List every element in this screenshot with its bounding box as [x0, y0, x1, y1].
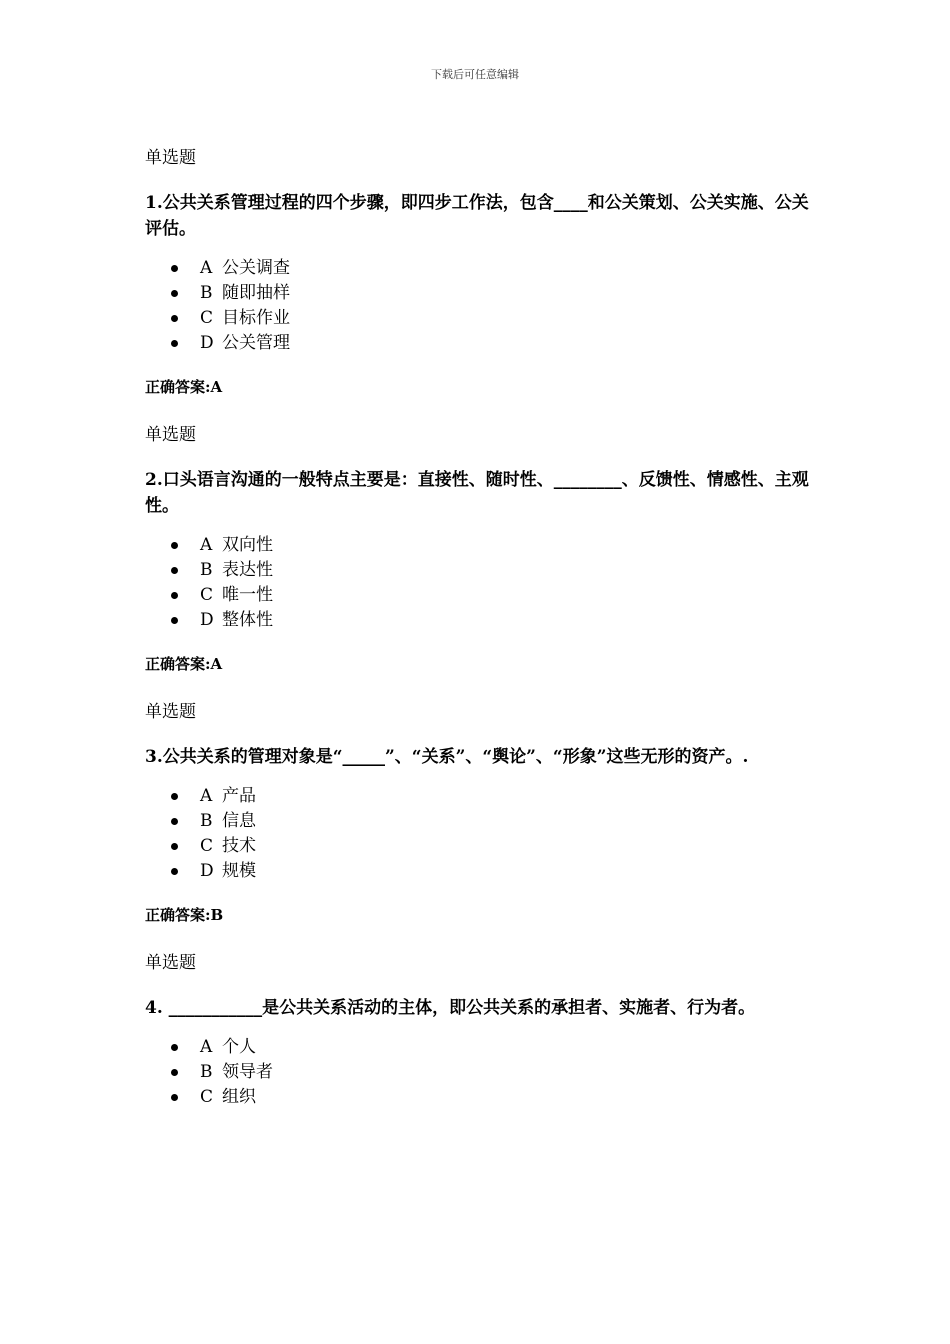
bullet-icon [171, 843, 178, 850]
question-text: 2.口头语言沟通的一般特点主要是：直接性、随时性、________、反馈性、情感性、主观性。 [145, 470, 809, 516]
option-c [145, 306, 810, 331]
option-text: 公关调查 [222, 258, 290, 278]
option-c [145, 834, 810, 859]
option-letter: A [200, 535, 213, 555]
option-letter: B [200, 1062, 213, 1082]
option-d [145, 331, 810, 356]
bullet-icon [171, 1044, 178, 1051]
option-d [145, 859, 810, 884]
option-letter: B [200, 811, 213, 831]
question-text: 4. ___________是公共关系活动的主体，即公共关系的承担者、实施者、行为者。 [145, 998, 756, 1018]
option-a [145, 256, 810, 281]
answer-value: A [210, 655, 223, 673]
option-letter: B [200, 560, 213, 580]
option-text: 个人 [222, 1037, 256, 1057]
option-text: 表达性 [222, 560, 273, 580]
bullet-icon [171, 265, 178, 272]
option-d [145, 608, 810, 633]
option-letter: A [200, 258, 213, 278]
option-list [145, 533, 810, 633]
bullet-icon [171, 793, 178, 800]
option-letter: A [200, 1037, 213, 1057]
option-c [145, 1085, 810, 1110]
option-text: 组织 [222, 1087, 256, 1107]
option-letter: B [200, 283, 213, 303]
answer-label: 正确答案: [145, 378, 211, 396]
option-text: 公关管理 [222, 333, 290, 353]
option-b [145, 558, 810, 583]
option-letter: C [200, 585, 214, 605]
bullet-icon [171, 868, 178, 875]
question-block-2 [145, 421, 810, 675]
bullet-icon [171, 315, 178, 322]
answer-label: 正确答案: [145, 655, 211, 673]
option-text: 规模 [222, 861, 256, 881]
option-list [145, 256, 810, 356]
option-b [145, 1060, 810, 1085]
answer-value: B [210, 906, 224, 924]
option-letter: C [200, 308, 214, 328]
question-block-1 [145, 144, 810, 398]
answer-label: 正确答案: [145, 906, 211, 924]
bullet-icon [171, 592, 178, 599]
option-letter: A [200, 786, 213, 806]
question-text: 1.公共关系管理过程的四个步骤，即四步工作法，包含____和公关策划、公关实施、公关评估。 [145, 193, 809, 239]
document-body [145, 144, 810, 1133]
option-letter: D [200, 333, 214, 353]
option-text: 双向性 [222, 535, 273, 555]
option-list [145, 1035, 810, 1110]
option-text: 领导者 [222, 1062, 273, 1082]
option-c [145, 583, 810, 608]
option-letter: C [200, 836, 214, 856]
option-a [145, 1035, 810, 1060]
bullet-icon [171, 340, 178, 347]
correct-answer [145, 904, 810, 926]
option-text: 唯一性 [222, 585, 273, 605]
option-text: 产品 [222, 786, 256, 806]
option-text: 信息 [222, 811, 256, 831]
question-block-4 [145, 949, 810, 1110]
bullet-icon [171, 1094, 178, 1101]
option-letter: D [200, 610, 214, 630]
option-text: 整体性 [222, 610, 273, 630]
option-text: 技术 [222, 836, 256, 856]
question-type: 单选题 [145, 425, 196, 445]
bullet-icon [171, 1069, 178, 1076]
bullet-icon [171, 542, 178, 549]
page-header: 下载后可任意编辑 [431, 68, 519, 81]
question-text: 3.公共关系的管理对象是“_____”、“关系”、“舆论”、“形象”这些无形的资产。. [145, 747, 749, 767]
bullet-icon [171, 617, 178, 624]
question-block-3 [145, 698, 810, 926]
option-letter: D [200, 861, 214, 881]
option-letter: C [200, 1087, 214, 1107]
option-text: 随即抽样 [222, 283, 290, 303]
option-text: 目标作业 [222, 308, 290, 328]
bullet-icon [171, 818, 178, 825]
option-a [145, 784, 810, 809]
option-list [145, 784, 810, 884]
option-a [145, 533, 810, 558]
correct-answer [145, 376, 810, 398]
option-b [145, 809, 810, 834]
question-type: 单选题 [145, 953, 196, 973]
option-b [145, 281, 810, 306]
bullet-icon [171, 567, 178, 574]
question-type: 单选题 [145, 148, 196, 168]
bullet-icon [171, 290, 178, 297]
answer-value: A [210, 378, 223, 396]
correct-answer [145, 653, 810, 675]
question-type: 单选题 [145, 702, 196, 722]
